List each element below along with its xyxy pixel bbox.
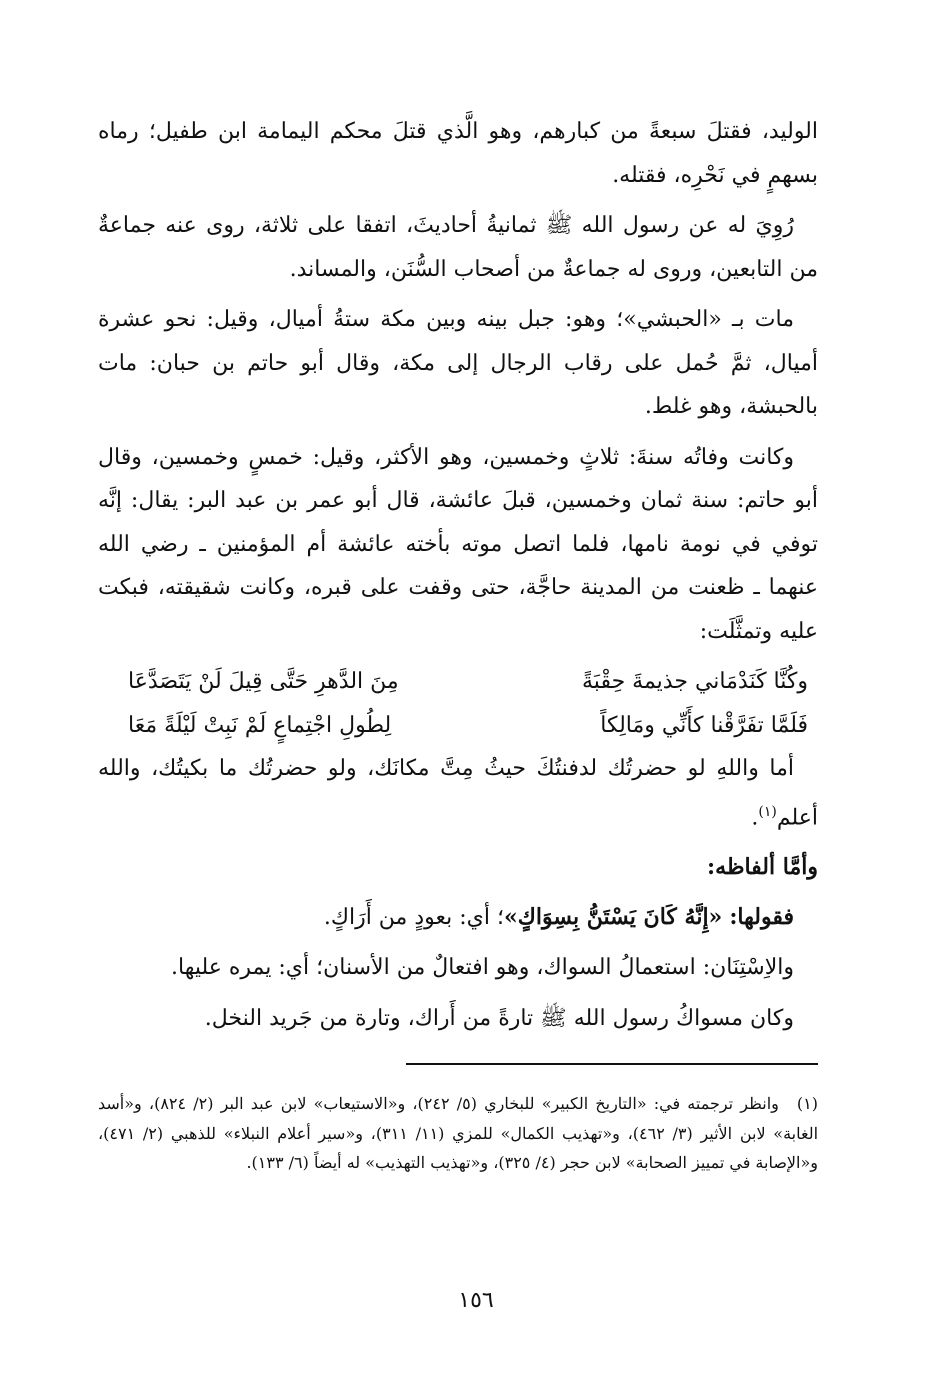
footnote-text: وانظر ترجمته في: «التاريخ الكبير» للبخاري (٥/ ٢٤٢)، و«الاستيعاب» لابن عبد البر (٢/ ٨٢٤)، و«أسد الغابة» لابن الأثير (٣/ ٤٦٢)، و«تهذيب الكمال» للمزي (١١/ ٣١١)، و«سير أعلام النبلاء» للذهبي (٢/ ٤٧١)، و«الإصابة في تمييز الصحابة» لابن حجر (٤/ ٣٢٥)، و«تهذيب التهذيب» له أيضاً (٦/ ١٣٣). (98, 1094, 819, 1173)
verse-1-first-hemistich: وكُنَّا كَنَدْمَاني جذيمةَ حِقْبَةً (582, 669, 808, 694)
definition-1-rest: ؛ أي: بعودٍ من أَرَاكٍ. (323, 904, 504, 930)
page-number: ١٥٦ (458, 1288, 494, 1313)
verse-1-second-hemistich: مِنَ الدَّهرِ حَتَّى قِيلَ لَنْ يَتَصَدَّعَا (128, 669, 399, 694)
definition-3: وكان مسواكُ رسول الله ﷺ تارةً من أَراك، وتارة من جَريد النخل. (204, 1005, 794, 1031)
paragraph-after-verse (98, 747, 818, 839)
footnote-separator (406, 1063, 818, 1065)
paragraph-1: الوليد، فقتلَ سبعةً من كبارهم، وهو الَّذي قتلَ محكم اليمامة ابن طفيل؛ رماه بسهمٍ في نَحْرِه، فقتله. (98, 119, 818, 188)
definition-1-quote: «إِنَّهُ كَانَ يَسْتَنُّ بِسِوَاكٍ» (503, 903, 723, 930)
section-heading: وأمَّا ألفاظه: (707, 854, 818, 881)
definition-1 (98, 896, 818, 940)
footnote-reference: (١) (758, 803, 777, 820)
paragraph-3: مات بـ «الحبشي»؛ وهو: جبل بينه وبين مكة ستةُ أميال، وقيل: نحو عشرة أميال، ثمَّ حُمل على رقاب الرجال إلى مكة، وقال أبو حاتم بن حبان: مات بالحبشة، وهو غلط. (98, 307, 818, 419)
verse-line-2 (98, 704, 818, 748)
verse-2-second-hemistich: لِطُولِ اجْتِماعٍ لَمْ نَبِتْ لَيْلَةً مَعَا (128, 712, 392, 738)
definition-2: والاِسْتِنَان: استعمالُ السواك، وهو افتعالٌ من الأسنان؛ أي: يمره عليها. (171, 955, 794, 981)
after-verse-end: . (751, 804, 759, 830)
paragraph-4: وكانت وفاتُه سنةَ: ثلاثٍ وخمسين، وهو الأكثر، وقيل: خمسٍ وخمسين، وقال أبو حاتم: سنة ثمان وخمسين، قبلَ عائشة، قال أبو عمر بن عبد البر: يقال: إنَّه توفي في نومة نامها، فلما اتصل موته بأخته عائشة أم المؤمنين ـ رضي الله عنهما ـ ظعنت من المدينة حاجَّة، حتى وقفت على قبره، وكانت شقيقته، فبكت عليه وتمثَّلَت: (98, 444, 818, 644)
verse-2-first-hemistich: فَلَمَّا تفَرَّقْنا كأَنِّي ومَالِكاً (600, 712, 808, 738)
footnote-number: (١) (796, 1094, 818, 1114)
paragraph-2: رُوِيَ له عن رسول الله ﷺ ثمانيةُ أحاديثَ، اتفقا على ثلاثة، روى عنه جماعةٌ من التابعين، وروى له جماعةٌ من أصحاب السُّنَن، والمساند. (98, 213, 818, 282)
definition-1-lead: فقولها: (729, 903, 794, 930)
verse-line-1 (98, 660, 818, 704)
after-verse-text: أما واللهِ لو حضرتُك لدفنتُكَ حيثُ مِتَّ مكانَك، ولو حضرتُك ما بكيتُك، والله أعلم (98, 756, 818, 830)
footnotes (98, 1089, 818, 1178)
poem-verses (98, 660, 818, 747)
